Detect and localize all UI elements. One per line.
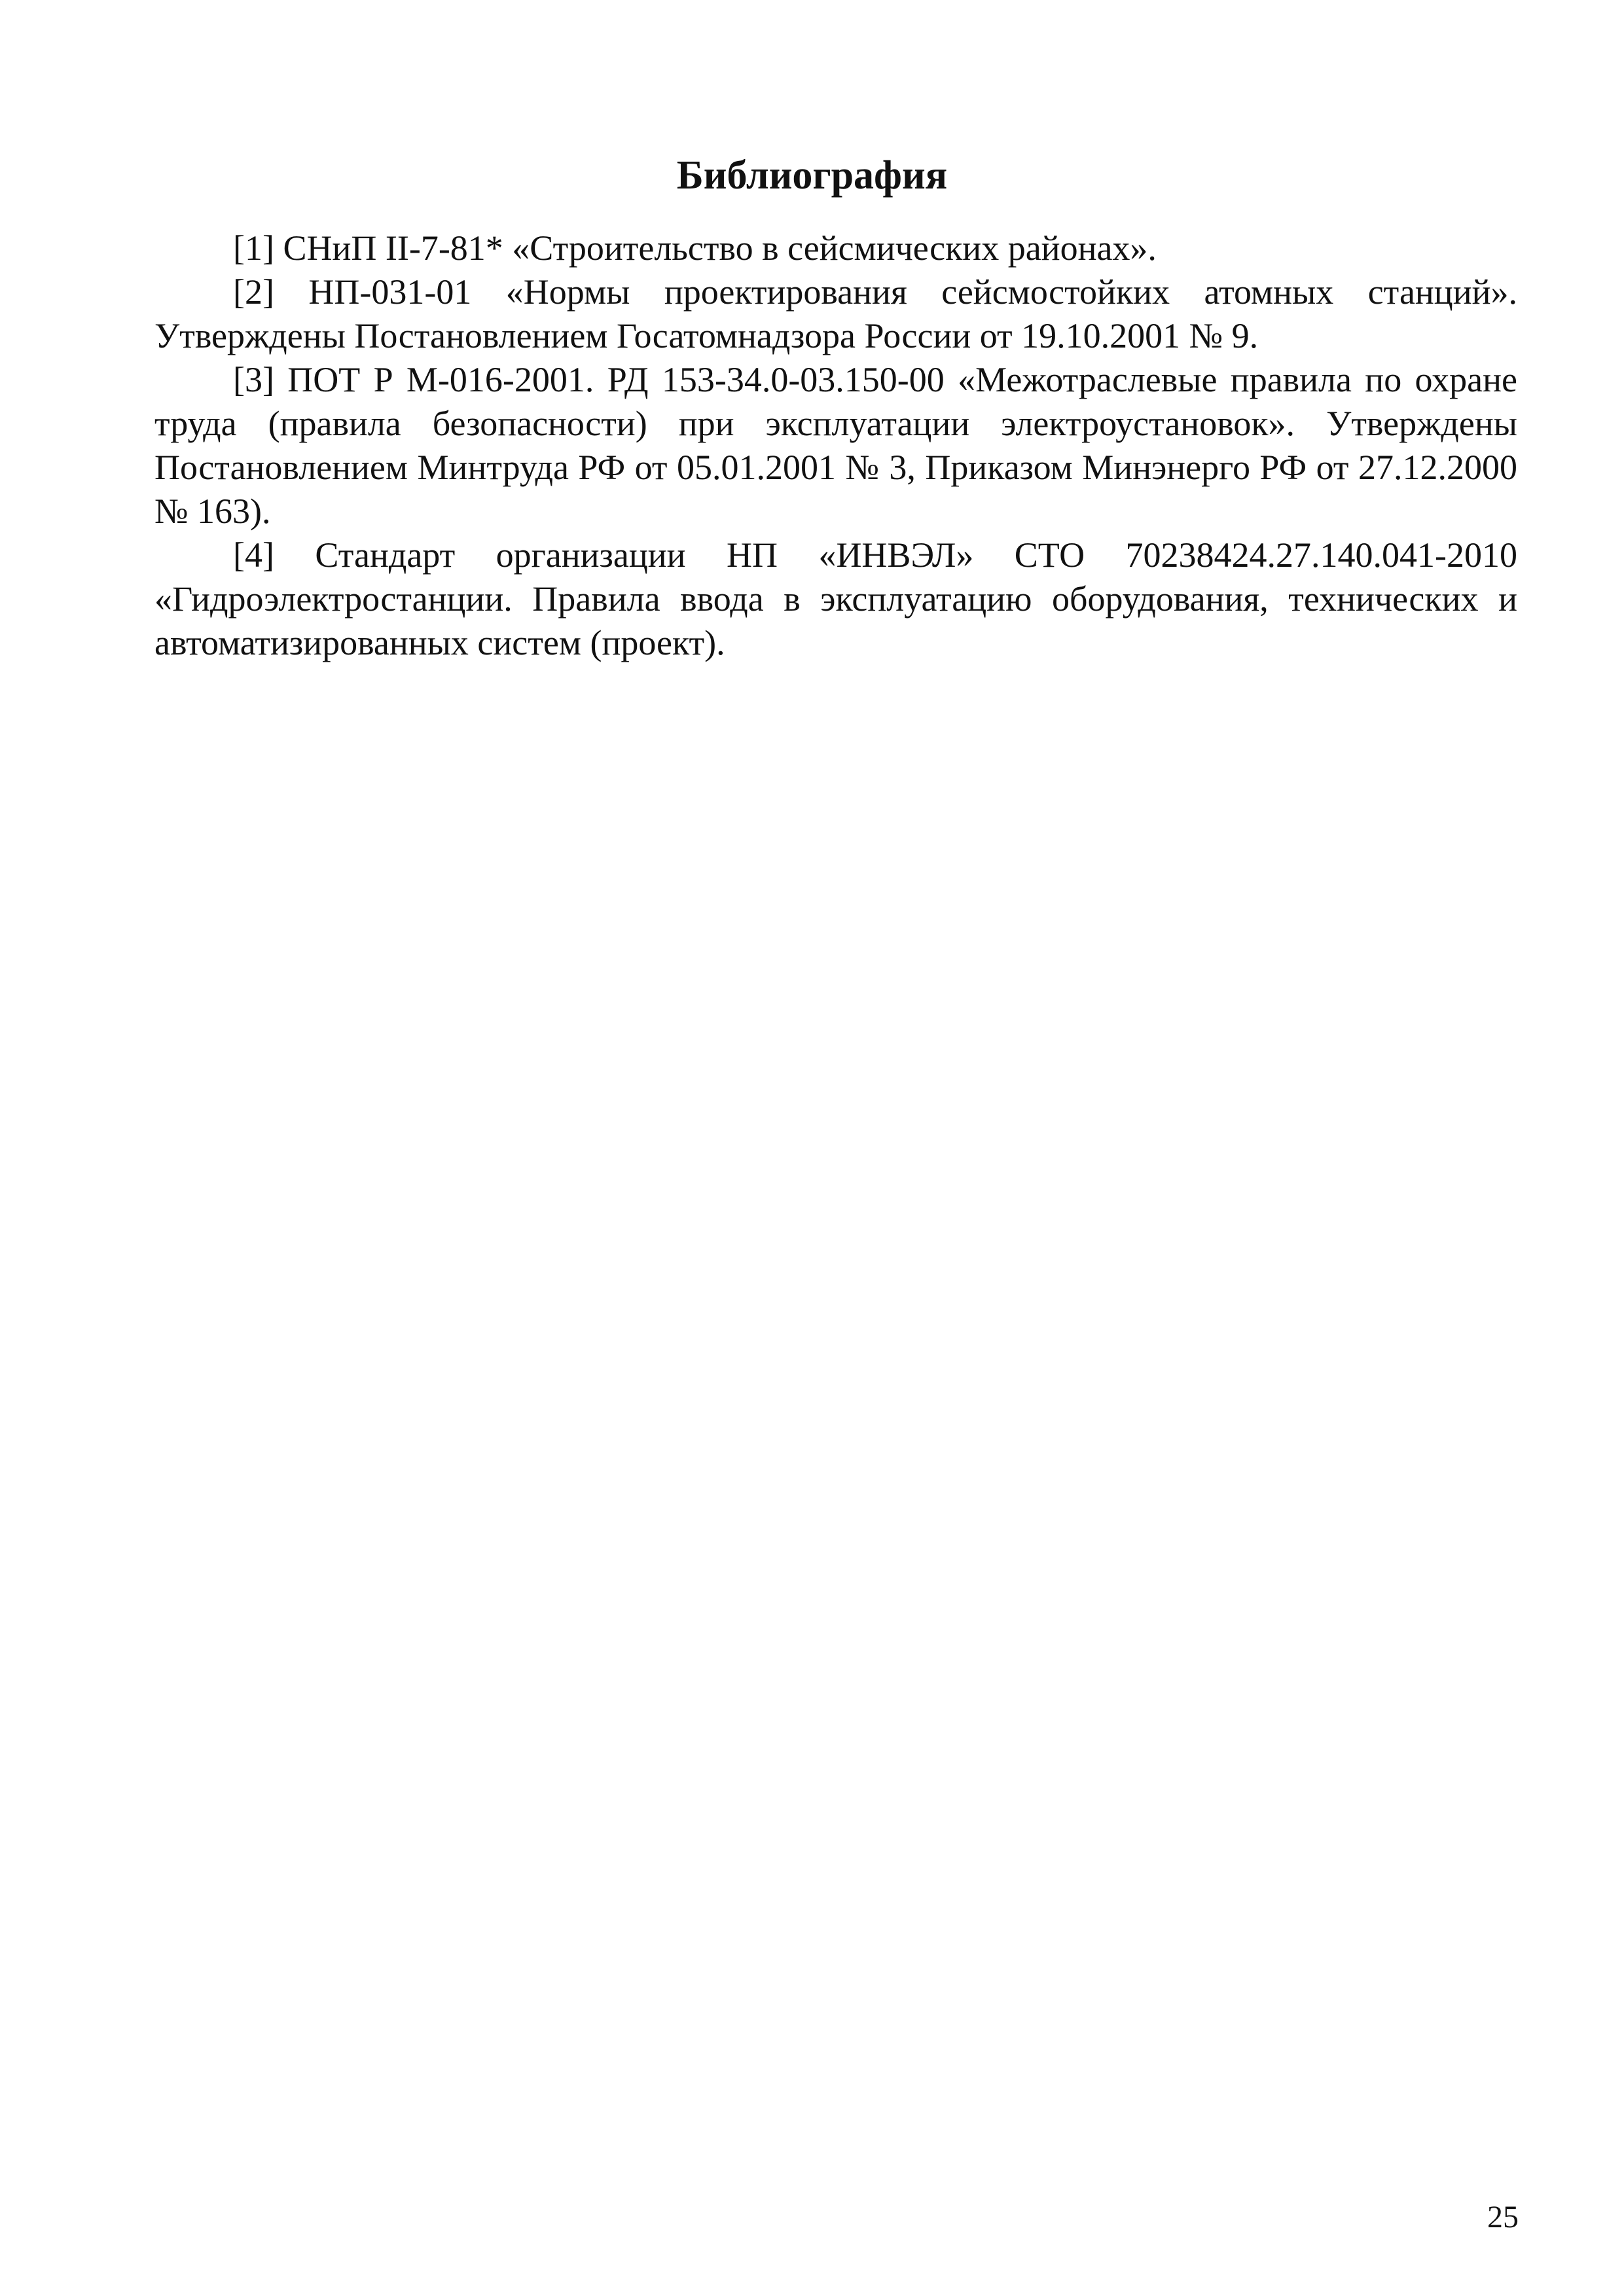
bibliography-entry-3: [3] ПОТ Р М-016-2001. РД 153-34.0-03.150-00 «Межотраслевые правила по охране труда (правила безопасности) при эксплуатации электроустановок». Утверждены Постановлением Минтруда РФ от 05.01.2001 № 3, Приказом Минэнерго РФ от 27.12.2000 № 163). [154,360,1517,531]
page-number: 25 [1487,2200,1519,2234]
bibliography-list [154,226,1517,665]
bibliography-entry-4: [4] Стандарт организации НП «ИНВЭЛ» СТО 70238424.27.140.041-2010 «Гидроэлектростанции. Правила ввода в эксплуатацию оборудования, технических и автоматизированных систем (проект). [154,535,1517,662]
bibliography-entry-2: [2] НП-031-01 «Нормы проектирования сейсмостойких атомных станций». Утверждены Постановлением Госатомнадзора России от 19.10.2001 № 9. [154,272,1517,355]
page-title: Библиография [676,153,948,198]
bibliography-entry-1: [1] СНиП II-7-81* «Строительство в сейсмических районах». [233,228,1157,268]
